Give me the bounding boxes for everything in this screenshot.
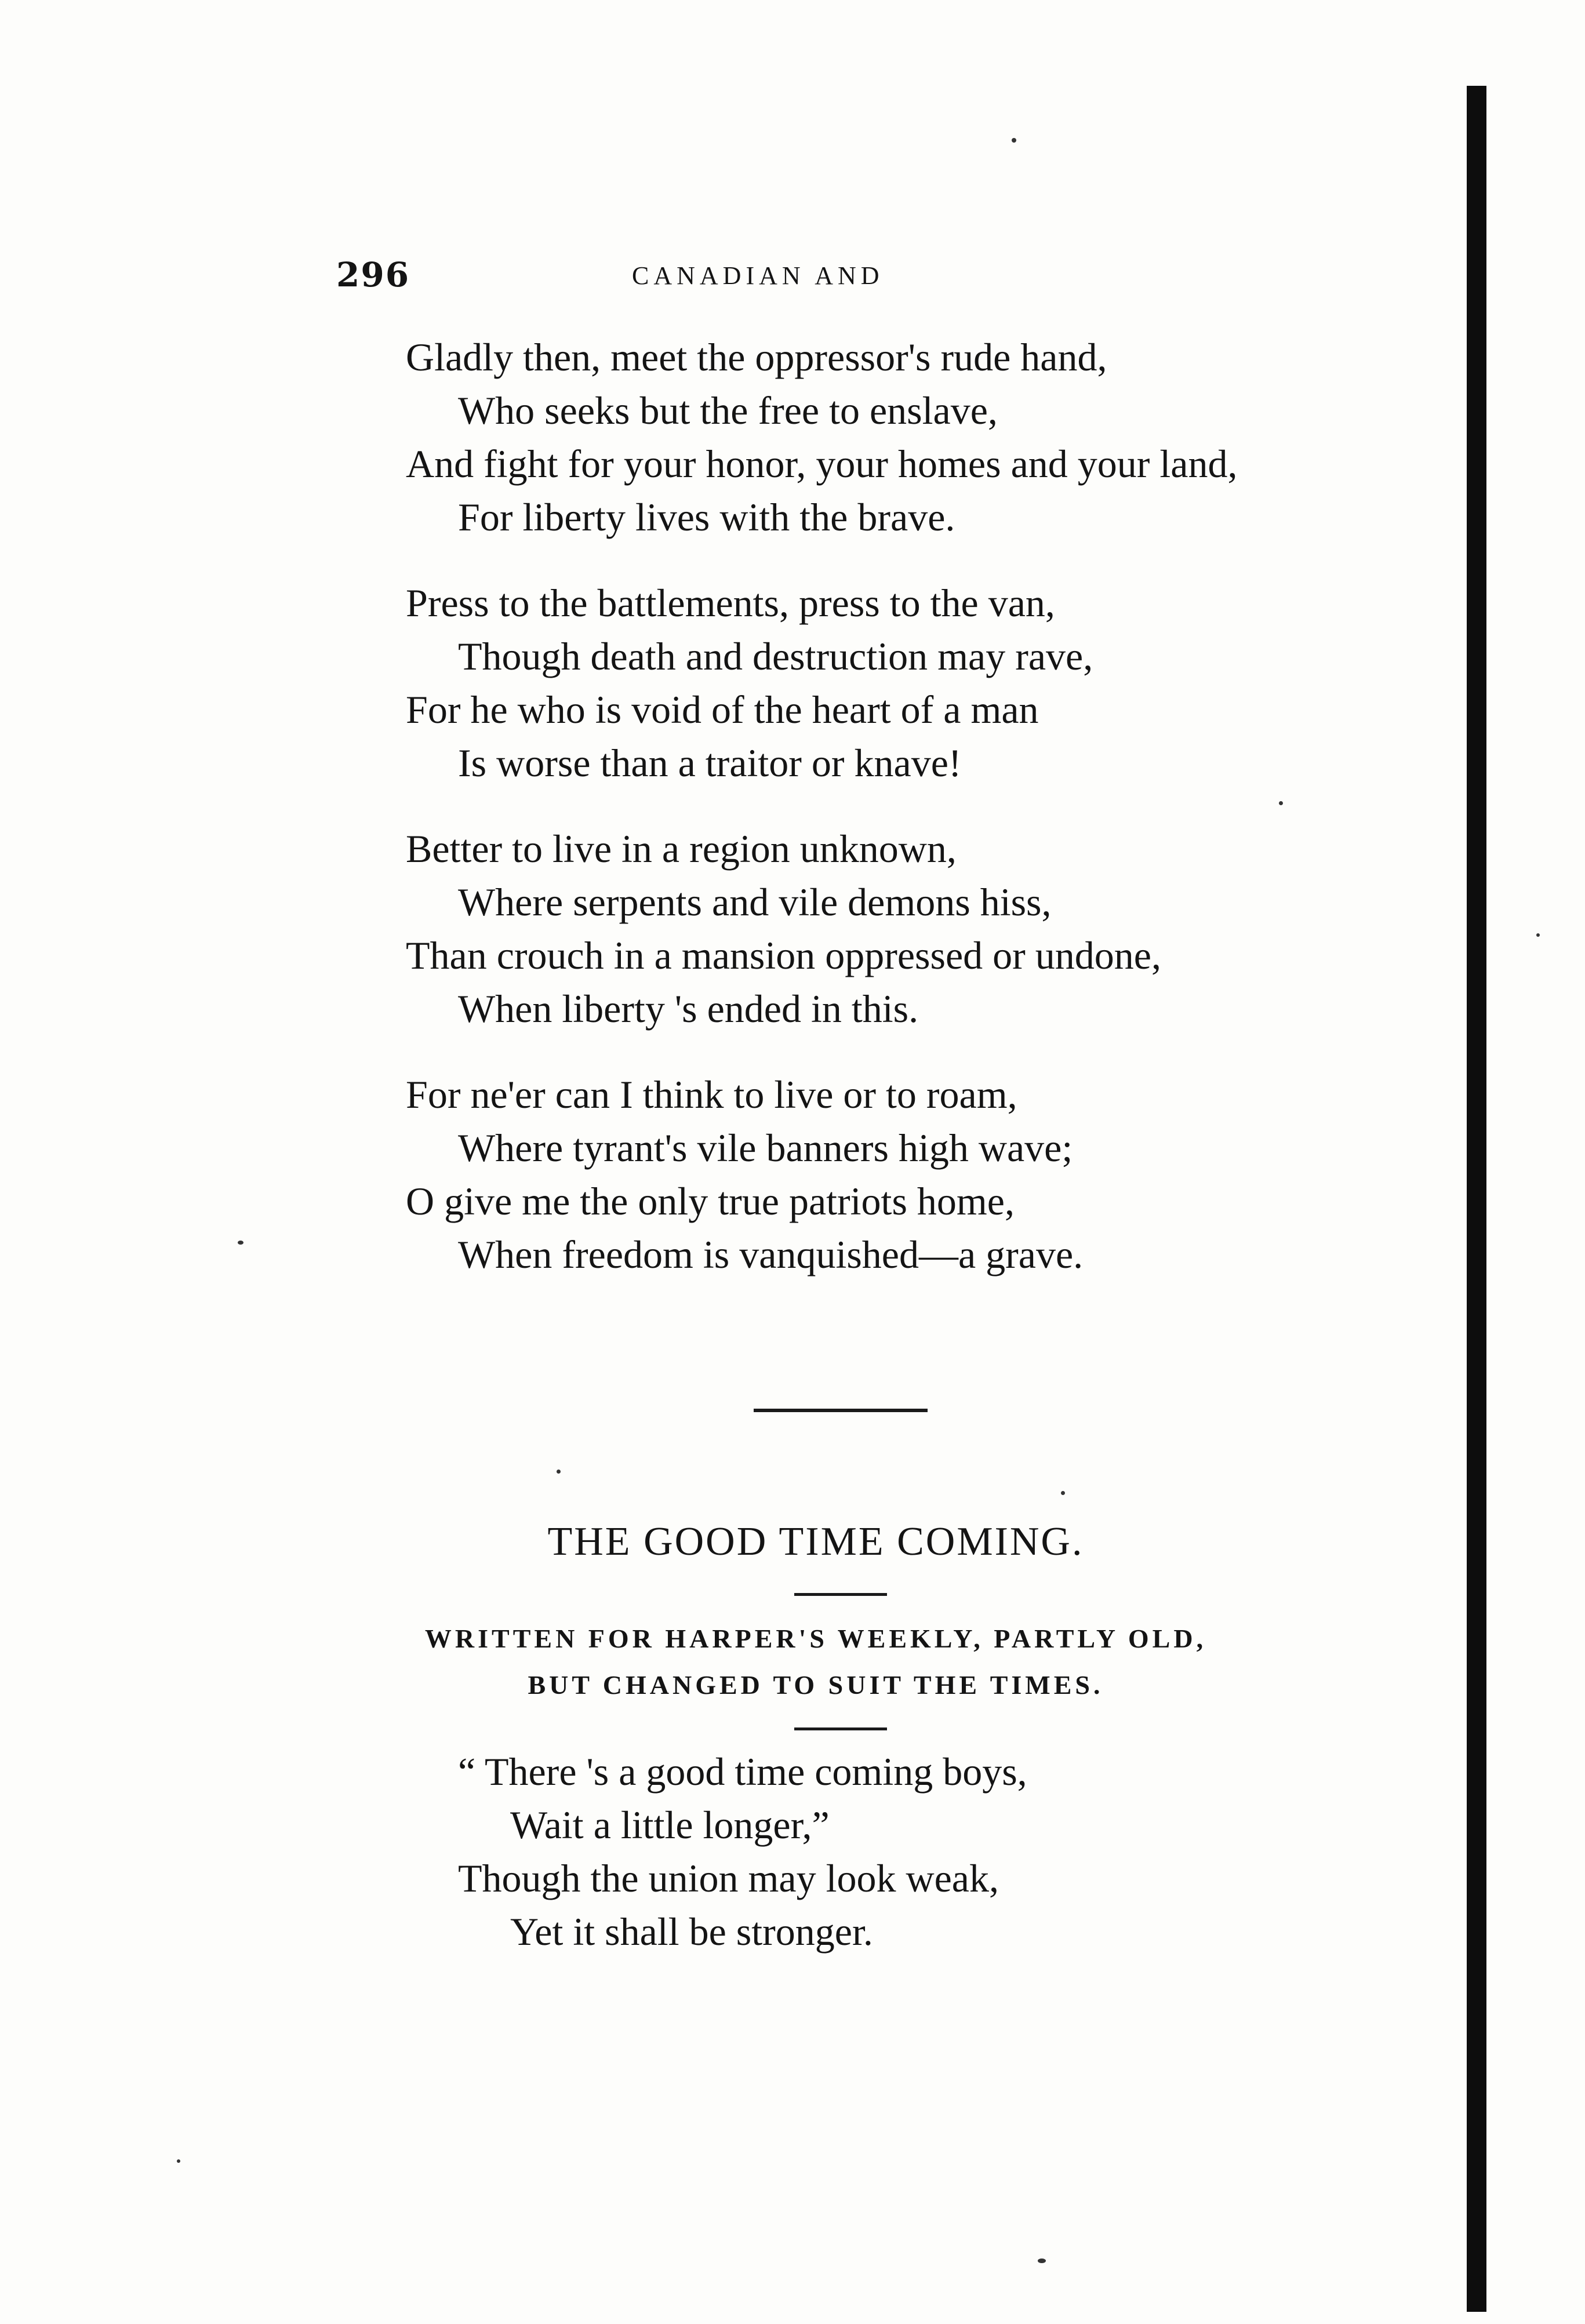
scan-speck (177, 2159, 180, 2163)
verse-line: Where tyrant's vile banners high wave; (458, 1126, 1073, 1170)
poem-title: THE GOOD TIME COMING. (547, 1519, 1084, 1564)
verse-line: Press to the battlements, press to the van, (406, 581, 1055, 625)
verse-line: Is worse than a traitor or knave! (458, 741, 962, 785)
stanza (406, 330, 1391, 544)
section-divider (754, 1409, 928, 1412)
verse-line: When liberty 's ended in this. (458, 987, 919, 1031)
verse-line: Than crouch in a mansion oppressed or undone, (406, 933, 1161, 977)
running-title: CANADIAN AND (632, 261, 884, 290)
running-head (336, 255, 1420, 296)
scan-speck (1012, 138, 1016, 143)
page-number: 296 (336, 255, 410, 294)
page-edge-shadow (1467, 86, 1486, 2312)
verse-line: For ne'er can I think to live or to roam, (406, 1072, 1017, 1116)
verse-line: Though death and destruction may rave, (458, 634, 1093, 678)
scan-speck (1038, 2258, 1046, 2263)
verse-line: When freedom is vanquished—a grave. (458, 1232, 1084, 1276)
verse-line: And fight for your honor, your homes and your land, (406, 442, 1238, 486)
subtitle-rule (794, 1727, 887, 1730)
scan-speck (238, 1241, 243, 1245)
scan-speck (1061, 1491, 1065, 1495)
verse-line: O give me the only true patriots home, (406, 1179, 1015, 1223)
verse-line: For liberty lives with the brave. (458, 495, 955, 539)
poem-subtitle-line-1: WRITTEN FOR HARPER'S WEEKLY, PARTLY OLD, (424, 1624, 1207, 1653)
stanza (406, 576, 1391, 790)
verse-line: Wait a little longer,” (510, 1803, 830, 1847)
verse-line: Gladly then, meet the oppressor's rude hand, (406, 335, 1107, 379)
stanza (406, 1068, 1391, 1281)
scan-speck (1536, 933, 1540, 937)
verse-line: Who seeks but the free to enslave, (458, 388, 998, 432)
verse-line: Where serpents and vile demons hiss, (458, 880, 1052, 924)
title-rule (794, 1593, 887, 1596)
stanza (406, 822, 1391, 1035)
verse-line: Better to live in a region unknown, (406, 827, 957, 871)
scan-speck (557, 1470, 561, 1474)
verse-line: “ There 's a good time coming boys, (458, 1750, 1027, 1794)
verse-line: Yet it shall be stronger. (510, 1910, 873, 1954)
poem-subtitle-line-2: BUT CHANGED TO SUIT THE TIMES. (528, 1670, 1104, 1700)
poem-good-time-coming (458, 1745, 1328, 1958)
verse-line: For he who is void of the heart of a man (406, 688, 1039, 732)
verse-line: Though the union may look weak, (458, 1856, 999, 1900)
poem-continuation (406, 330, 1391, 1314)
